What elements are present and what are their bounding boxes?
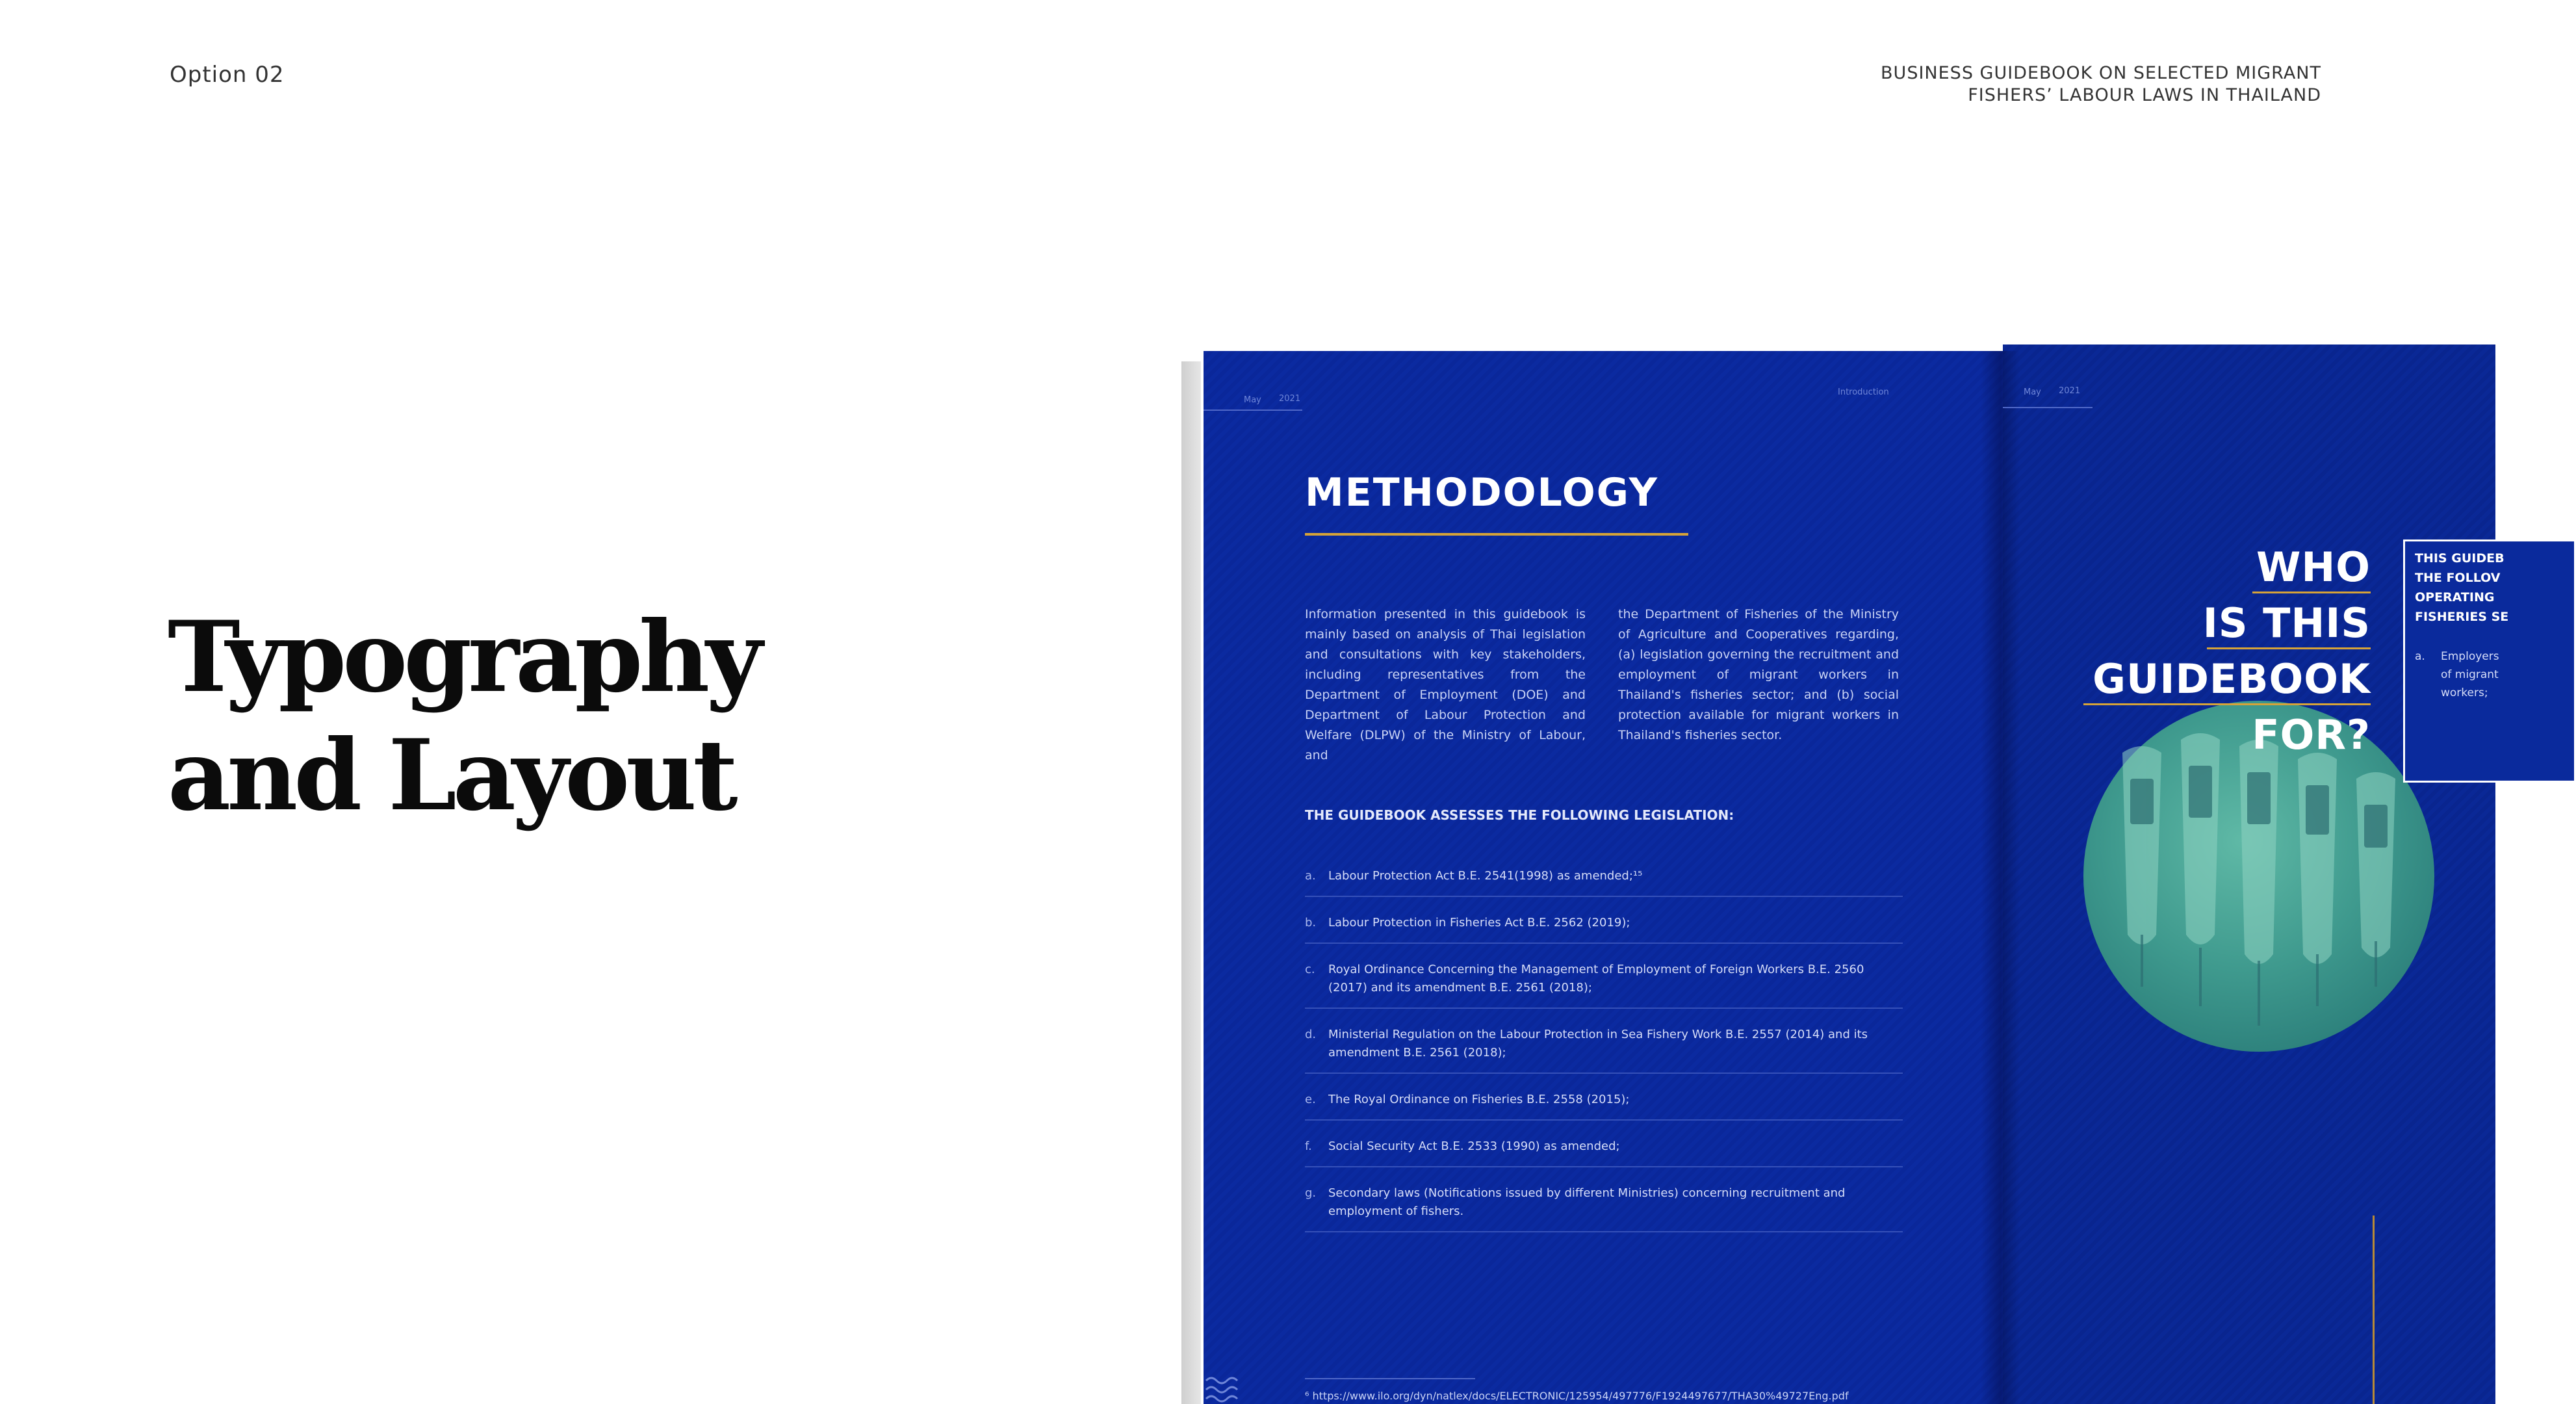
right-runner-rule xyxy=(2003,407,2093,408)
headline-line2: and Layout xyxy=(168,718,734,833)
left-runner-month: May xyxy=(1244,395,1261,405)
list-item xyxy=(1305,858,1903,897)
list-item xyxy=(1305,944,1903,1009)
list-text: Employers xyxy=(2441,650,2499,663)
gold-vertical-rule xyxy=(2373,1216,2375,1404)
wave-decoration-icon xyxy=(1204,1372,1249,1404)
headline-line1: Typography xyxy=(168,600,759,714)
left-runner-section: Introduction xyxy=(1838,387,1889,397)
audience-box-line3: OPERATING xyxy=(2415,590,2495,604)
list-marker: a. xyxy=(2415,650,2425,663)
list-item xyxy=(1305,1074,1903,1121)
list-marker: f. xyxy=(1305,1139,1312,1153)
page-headline xyxy=(168,598,758,835)
methodology-body-col2: the Department of Fisheries of the Ministry of Agriculture and Cooperatives regarding, (a) legislation governing the recruitment and employment of migrant workers in Thailand's fisheries sector; and (b) social protection available for migrant workers in Thailand's fisheries sector. xyxy=(1618,607,1899,742)
who-line4: FOR? xyxy=(2252,711,2371,759)
left-runner-year: 2021 xyxy=(1279,394,1301,404)
list-item xyxy=(1305,897,1903,944)
audience-box-line4: FISHERIES SE xyxy=(2415,610,2509,624)
legislation-list xyxy=(1305,858,1903,1232)
methodology-title: METHODOLOGY xyxy=(1305,470,1659,515)
who-underline-3 xyxy=(2083,703,2371,705)
list-text: workers; xyxy=(2441,686,2488,699)
assess-heading: THE GUIDEBOOK ASSESSES THE FOLLOWING LEGISLATION: xyxy=(1305,807,1734,823)
who-is-this-guidebook-for-heading xyxy=(2093,540,2371,763)
list-item xyxy=(1305,1121,1903,1167)
who-line3: GUIDEBOOK xyxy=(2093,655,2371,703)
list-text: of migrant xyxy=(2441,668,2499,681)
right-runner-month: May xyxy=(2024,387,2041,397)
audience-box-list xyxy=(2415,647,2499,702)
audience-box-heading xyxy=(2415,549,2508,627)
list-marker: g. xyxy=(1305,1186,1317,1200)
left-runner-rule xyxy=(1204,410,1302,411)
document-title-line2: FISHERS’ LABOUR LAWS IN THAILAND xyxy=(1968,85,2321,105)
list-text: Labour Protection in Fisheries Act B.E. 2562 (2019); xyxy=(1328,916,1630,930)
audience-box-line2: THE FOLLOV xyxy=(2415,571,2501,585)
list-marker: b. xyxy=(1305,916,1317,930)
list-marker: e. xyxy=(1305,1093,1316,1106)
list-text: Social Security Act B.E. 2533 (1990) as amended; xyxy=(1328,1139,1620,1153)
list-text: Royal Ordinance Concerning the Management of Employment of Foreign Workers B.E. 2560 (2017) and its amendment B.E. 2561 (2018); xyxy=(1328,963,1864,994)
who-line1: WHO xyxy=(2256,543,2371,591)
document-title xyxy=(1881,62,2321,107)
footnote-rule xyxy=(1305,1378,1475,1379)
list-text: Ministerial Regulation on the Labour Protection in Sea Fishery Work B.E. 2557 (2014) and its amendment B.E. 2561 (2018); xyxy=(1328,1028,1868,1060)
audience-box-line1: THIS GUIDEB xyxy=(2415,551,2505,566)
list-item xyxy=(1305,1167,1903,1232)
spine-gutter xyxy=(1981,351,2020,1404)
guidebook-spread-image xyxy=(1181,344,2509,1404)
methodology-underline xyxy=(1305,533,1688,536)
option-label: Option 02 xyxy=(170,62,285,88)
list-text: Secondary laws (Notifications issued by different Ministries) concerning recruitment and employment of fishers. xyxy=(1328,1186,1846,1218)
page-edge-shadow xyxy=(1181,361,1201,1404)
methodology-body-col1: Information presented in this guidebook is mainly based on analysis of Thai legislation and consultations with key stakeholders, including representatives from the Department of Employment (DOE) and Department of Labour Protection and Welfare (DLPW) of the Ministry of Labour, and xyxy=(1305,607,1586,762)
list-item xyxy=(1305,1009,1903,1074)
who-underline-1 xyxy=(2252,592,2371,593)
list-text: The Royal Ordinance on Fisheries B.E. 2558 (2015); xyxy=(1328,1093,1630,1106)
list-text: Labour Protection Act B.E. 2541(1998) as amended;¹⁵ xyxy=(1328,869,1643,883)
footnote: ⁶ https://www.ilo.org/dyn/natlex/docs/ELECTRONIC/125954/497776/F1924497677/THA30%49727Eng.pdf xyxy=(1305,1390,1849,1402)
list-marker: a. xyxy=(1305,869,1316,883)
list-marker: d. xyxy=(1305,1028,1317,1041)
right-runner-year: 2021 xyxy=(2059,386,2081,396)
who-line2: IS THIS xyxy=(2202,599,2371,647)
document-title-line1: BUSINESS GUIDEBOOK ON SELECTED MIGRANT xyxy=(1881,63,2321,83)
who-underline-2 xyxy=(2207,647,2371,649)
list-marker: c. xyxy=(1305,963,1315,976)
